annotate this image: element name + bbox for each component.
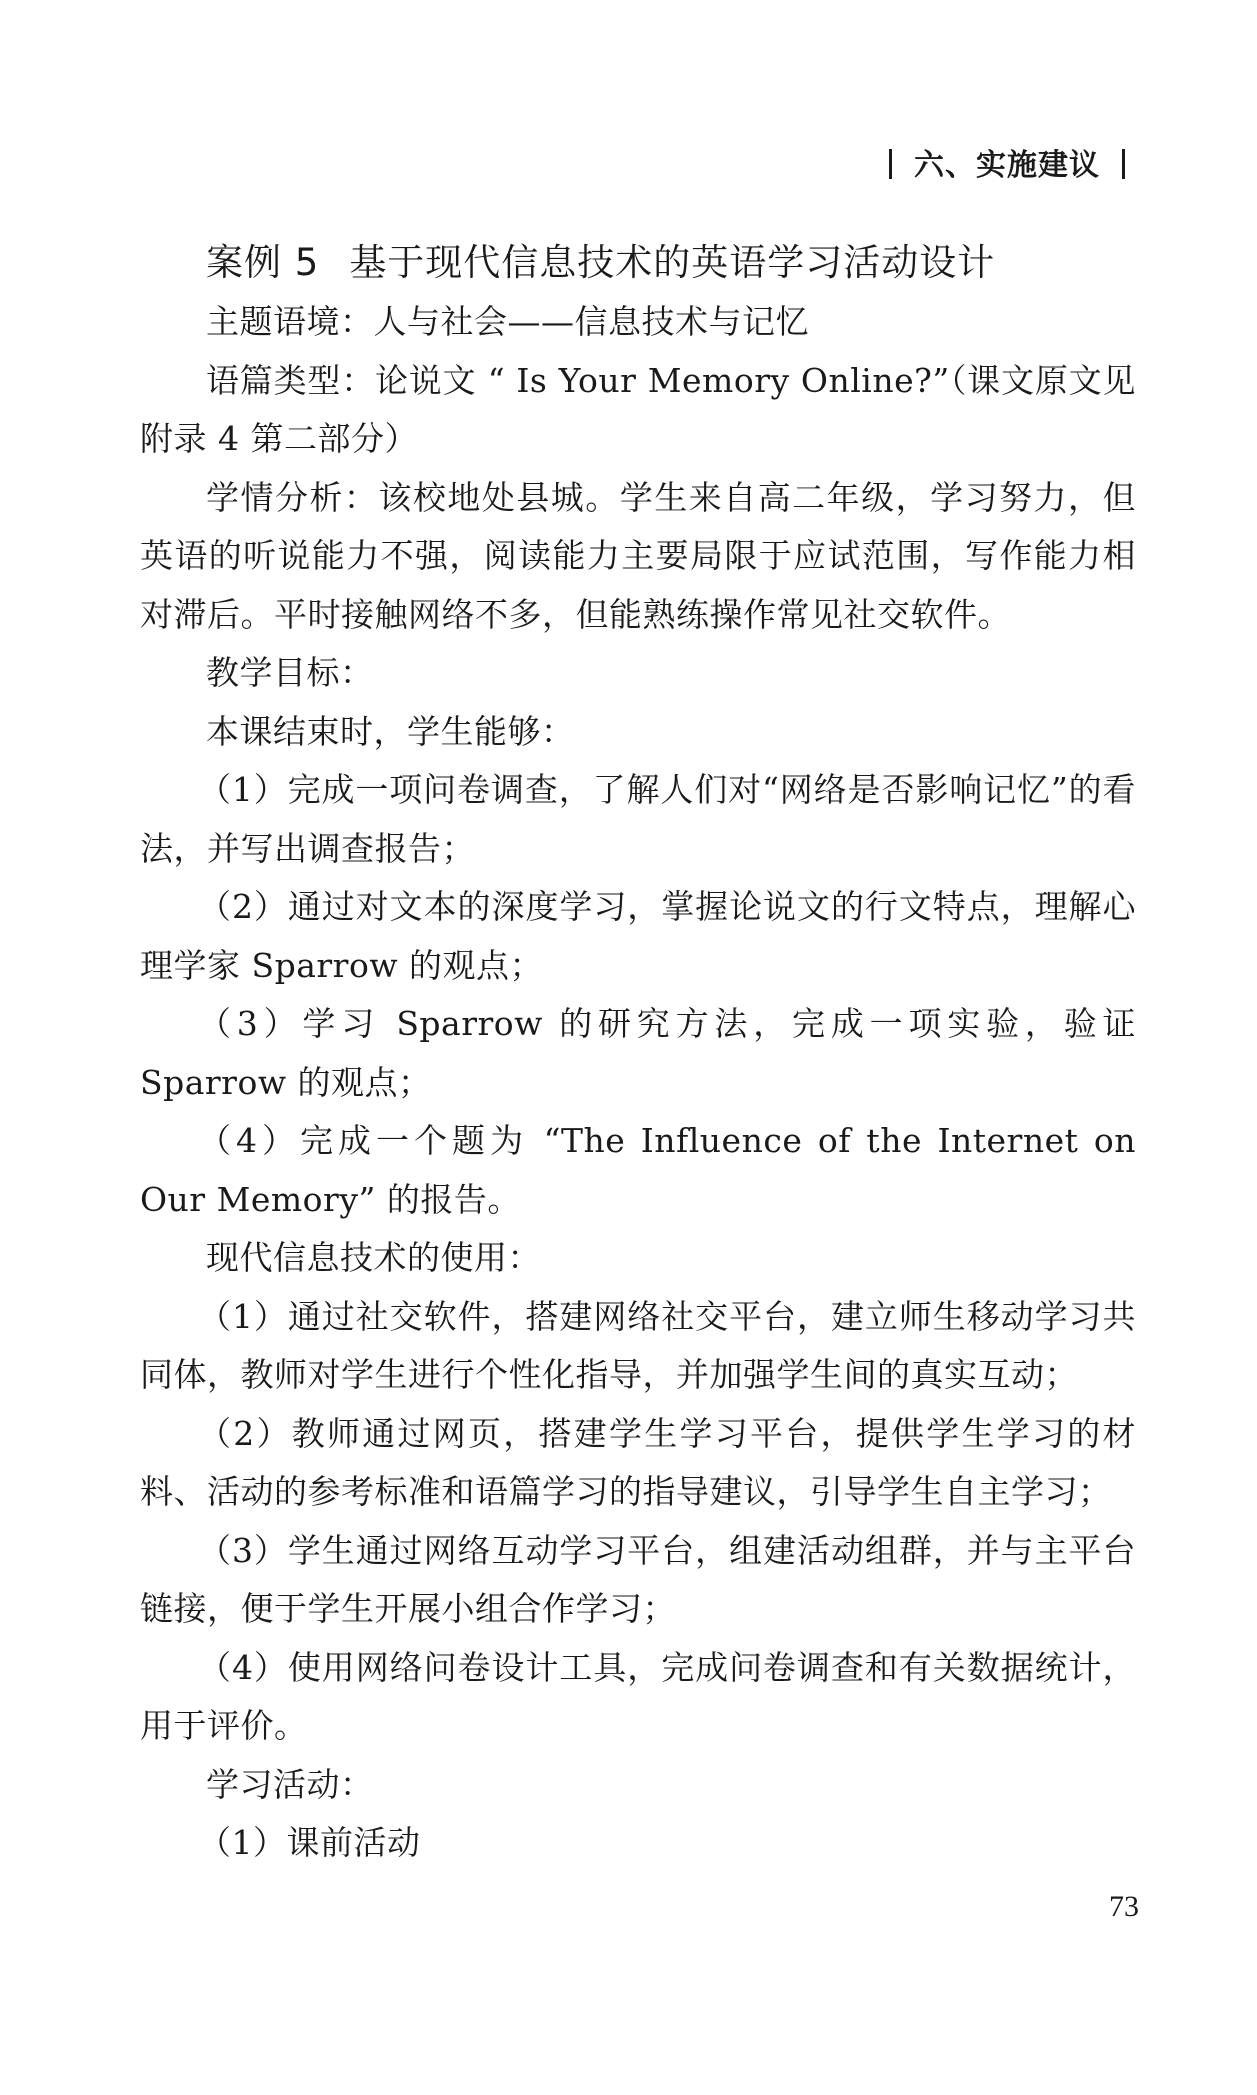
technology-item-3: （3）学生通过网络互动学习平台，组建活动组群，并与主平台链接，便于学生开展小组合作学习； [140,1530,1136,1628]
activity-item-1: （1）课前活动 [198,1823,421,1862]
teaching-goals-label: 教学目标： [206,653,374,692]
theme-context-paragraph: 主题语境：人与社会——信息技术与记忆 [206,302,809,341]
case-title: 基于现代信息技术的英语学习活动设计 [349,241,996,284]
running-header [867,140,1147,184]
goal-item-3: （3）学习 Sparrow 的研究方法，完成一项实验，验证 Sparrow 的观点； [140,1004,1136,1102]
goal-item-1: （1）完成一项问卷调查，了解人们对“网络是否影响记忆”的看法，并写出调查报告； [140,770,1136,868]
goals-intro-paragraph: 本课结束时，学生能够： [206,711,575,751]
case-heading [206,233,1136,293]
case-number: 案例 5 [206,241,320,284]
technology-item-2: （2）教师通过网页，搭建学生学习平台，提供学生学习的材料、活动的参考标准和语篇学习的指导建议，引导学生自主学习； [140,1413,1136,1511]
page-body [140,233,1136,1873]
learning-activities-label: 学习活动： [206,1764,374,1804]
goal-item-2: （2）通过对文本的深度学习，掌握论说文的行文特点，理解心理学家 Sparrow 的观点； [140,887,1136,985]
technology-item-1: （1）通过社交软件，搭建网络社交平台，建立师生移动学习共同体，教师对学生进行个性化指导，并加强学生间的真实互动； [140,1296,1136,1394]
page-number: 73 [1109,1890,1139,1923]
text-type-paragraph: 语篇类型：论说文 “ Is Your Memory Online?”（课文原文见附录 4 第二部分） [140,360,1136,458]
header-divider-right [1122,149,1125,179]
learner-analysis-paragraph: 学情分析：该校地处县城。学生来自高二年级，学习努力，但英语的听说能力不强，阅读能力主要局限于应试范围，写作能力相对滞后。平时接触网络不多，但能熟练操作常见社交软件。 [140,477,1136,634]
technology-item-4: （4）使用网络问卷设计工具，完成问卷调查和有关数据统计，用于评价。 [140,1647,1136,1745]
header-divider-left [889,149,892,179]
goal-item-4: （4）完成一个题为 “The Influence of the Internet on Our Memory” 的报告。 [140,1121,1136,1219]
technology-use-label: 现代信息技术的使用： [206,1238,541,1277]
section-title: 六、实施建议 [914,148,1100,183]
